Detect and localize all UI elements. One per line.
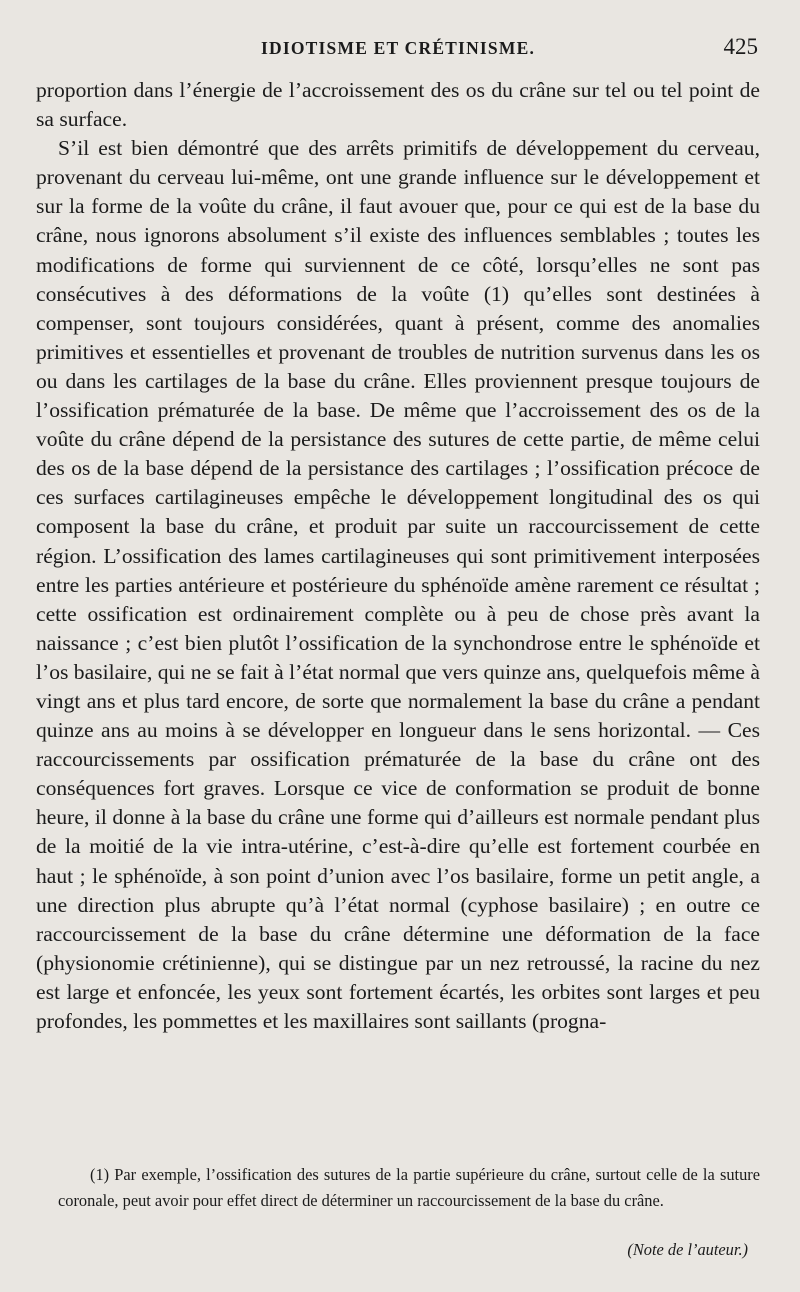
- running-title: IDIOTISME ET CRÉTINISME.: [260, 38, 536, 58]
- page-header: [36, 34, 760, 74]
- main-text: [36, 76, 760, 1036]
- footnote-attribution: (Note de l’auteur.): [627, 1240, 748, 1259]
- footnote: [58, 1162, 760, 1213]
- page-number: 425: [723, 34, 758, 59]
- paragraph-continuation: proportion dans l’énergie de l’accroissement des os du crâne sur tel ou tel point de sa surface.: [36, 78, 760, 132]
- paragraph: S’il est bien démontré que des arrêts primitifs de développement du cerveau, provenant du cerveau lui-même, ont une grande influence sur le développement et sur la forme de la voûte du crâne, il faut avouer que, pour ce qui est de la base du crâne, nous ignorons absolument s’il existe des influences semblables ; toutes les modifications de forme qui surviennent de ce côté, lorsqu’elles ne sont pas consécutives à des déformations de la voûte (1) qu’elles sont destinées à compenser, sont toujours considérées, quant à présent, comme des anomalies primitives et essentielles et provenant de troubles de nutrition survenus dans les os ou dans les cartilages de la base du crâne. Elles proviennent presque toujours de l’ossification prématurée de la base. De même que l’accroissement des os de la voûte du crâne dépend de la persistance des sutures de cette partie, de même celui des os de la base dépend de la persistance des cartilages ; l’ossification précoce de ces surfaces cartilagineuses empêche le développement longitudinal des os qui composent la base du crâne, et produit par suite un raccourcissement de cette région. L’ossification des lames cartilagineuses qui sont primitivement interposées entre les parties antérieure et postérieure du sphénoïde amène rarement ce résultat ; cette ossification est ordinairement complète ou à peu de chose près avant la naissance ; c’est bien plutôt l’ossification de la synchondrose entre le sphénoïde et l’os basilaire, qui ne se fait à l’état normal que vers quinze ans, quelquefois même à vingt ans et plus tard encore, de sorte que normalement la base du crâne a pendant quinze ans au moins à se développer en longueur dans le sens horizontal. — Ces raccourcissements par ossification prématurée de la base du crâne ont des conséquences fort graves. Lorsque ce vice de conformation se produit de bonne heure, il donne à la base du crâne une forme qui d’ailleurs est normale pendant plus de la moitié de la vie intra-utérine, c’est-à-dire qu’elle est fortement courbée en haut ; le sphénoïde, à son point d’union avec l’os basilaire, forme un petit angle, a une direction plus abrupte qu’à l’état normal (cyphose basilaire) ; en outre ce raccourcissement de la base du crâne détermine une déformation de la face (physionomie crétinienne), qui se distingue par un nez retroussé, la racine du nez est large et enfoncée, les yeux sont fortement écartés, les orbites sont larges et peu profondes, les pommettes et les maxillaires sont saillants (progna-: [36, 136, 760, 1033]
- footnote-text: (1) Par exemple, l’ossification des sutures de la partie supérieure du crâne, surtout celle de la suture coronale, peut avoir pour effet direct de déterminer un raccourcissement de la base du crâne.: [58, 1165, 760, 1210]
